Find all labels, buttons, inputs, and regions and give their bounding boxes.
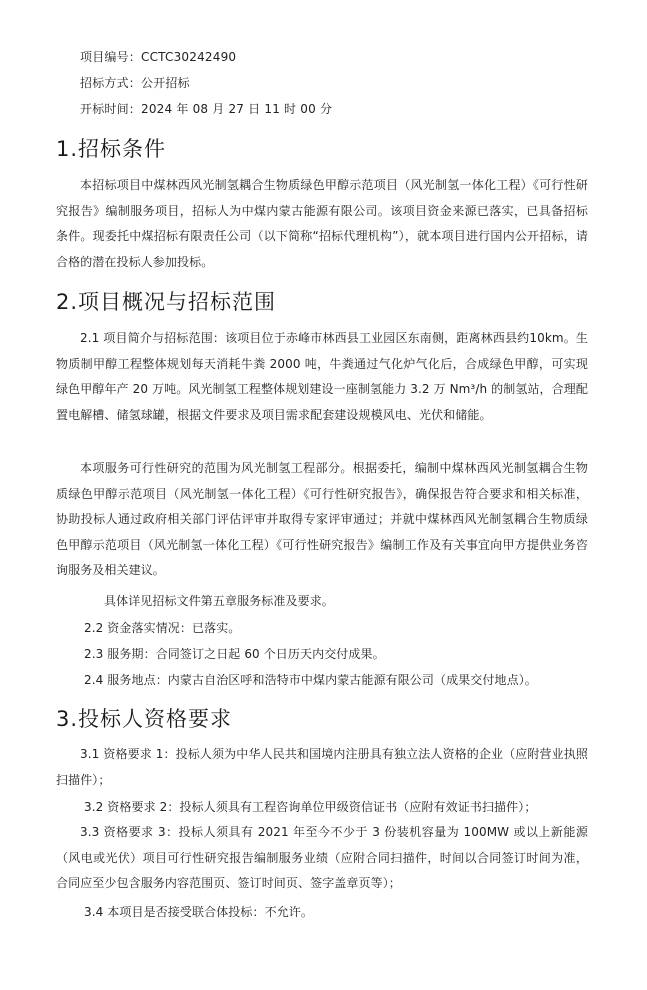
section-2-3-service-period: 2.3 服务期：合同签订之日起 60 个日历天内交付成果。: [84, 647, 385, 661]
section-2-scope-paragraph: 本项服务可行性研究的范围为风光制氢工程部分。根据委托，编制中煤林西风光制氢耦合生物质绿色甲醇示范项目（风光制氢一体化工程）《可行性研究报告》，确保报告符合要求和相关标准，协助投标人通过政府相关部门评估评审并取得专家评审通过；并就中煤林西风光制氢耦合生物质绿色甲醇示范项目（风光制氢一体化工程）《可行性研究报告》编制工作及有关事宜向甲方提供业务咨询服务及相关建议。: [56, 461, 588, 577]
section-3-1-requirement: 3.1 资格要求 1：投标人须为中华人民共和国境内注册具有独立法人资格的企业（应附营业执照扫描件）；: [56, 747, 588, 787]
bid-opening-time: 开标时间：2024 年 08 月 27 日 11 时 00 分: [80, 102, 333, 116]
section-2-1-paragraph: 2.1 项目简介与招标范围：该项目位于赤峰市林西县工业园区东南侧，距离林西县约10km。生物质制甲醇工程整体规划每天消耗牛粪 2000 吨，牛粪通过气化炉气化后，合成绿色甲醇，可实现绿色甲醇年产 20 万吨。风光制氢工程整体规划建设一座制氢能力 3.2 万 Nm³/h 的制氢站，合理配置电解槽、储氢球罐，根据文件要求及项目需求配套建设规模风电、光伏和储能。: [56, 331, 588, 422]
section-2-details-note: 具体详见招标文件第五章服务标准及要求。: [104, 594, 334, 608]
section-2-heading: 2.项目概况与招标范围: [56, 290, 277, 314]
section-3-heading: 3.投标人资格要求: [56, 707, 233, 731]
section-1-heading: 1.招标条件: [56, 137, 167, 161]
section-2-2-funding: 2.2 资金落实情况：已落实。: [84, 621, 241, 635]
section-3-4-consortium: 3.4 本项目是否接受联合体投标：不允许。: [84, 905, 313, 919]
section-3-2-requirement: 3.2 资格要求 2：投标人须具有工程咨询单位甲级资信证书（应附有效证书扫描件）；: [84, 800, 537, 814]
section-3-3-requirement: 3.3 资格要求 3：投标人须具有 2021 年至今不少于 3 份装机容量为 100MW 或以上新能源（风电或光伏）项目可行性研究报告编制服务业绩（应附合同扫描件，时间以合同签订时间为准，合同应至少包含服务内容范围页、签订时间页、签字盖章页等）；: [56, 825, 588, 890]
section-2-4-service-location: 2.4 服务地点：内蒙古自治区呼和浩特市中煤内蒙古能源有限公司（成果交付地点）。: [84, 673, 537, 687]
project-number: 项目编号：CCTC30242490: [80, 50, 237, 64]
section-1-paragraph: 本招标项目中煤林西风光制氢耦合生物质绿色甲醇示范项目（风光制氢一体化工程）《可行性研究报告》编制服务项目，招标人为中煤内蒙古能源有限公司。该项目资金来源已落实，已具备招标条件。现委托中煤招标有限责任公司（以下简称“招标代理机构”），就本项目进行国内公开招标，请合格的潜在投标人参加投标。: [56, 178, 588, 269]
tender-method: 招标方式：公开招标: [80, 76, 190, 90]
